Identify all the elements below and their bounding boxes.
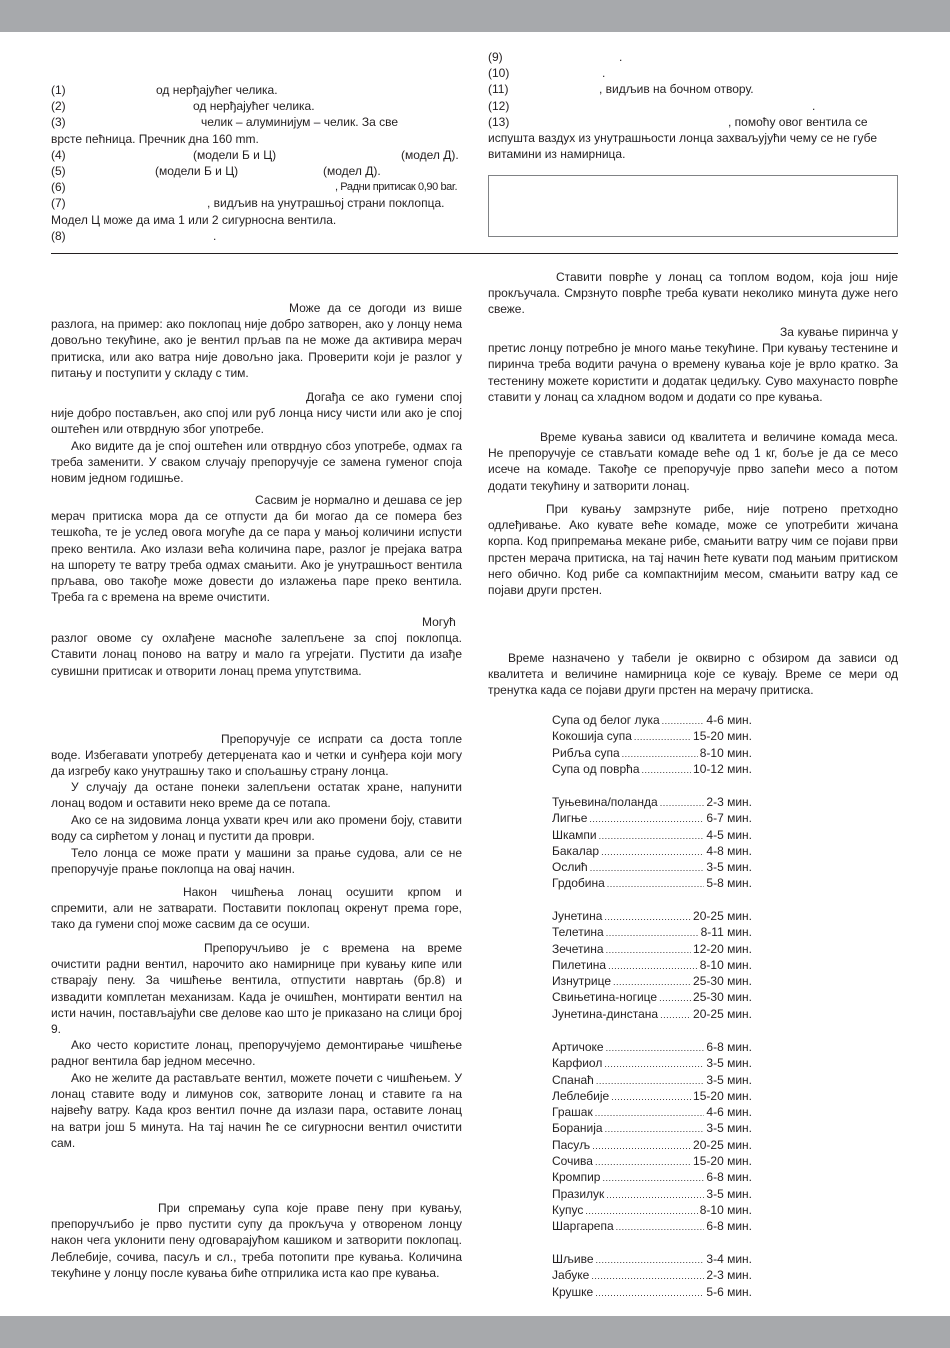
paragraph-text: Ако видите да је спој оштећен или отврднуо сбоз употребе, одмах га треба заменити. У сваком случају препоручује се замена гуменог споја новим једном годишње. <box>51 439 462 486</box>
paragraph-text: Тело лонца се може прати у машини за прање судова, али се не препоручује прање поклопца на овај начин. <box>51 846 462 877</box>
dot-leader <box>662 713 705 729</box>
dot-leader <box>613 974 691 990</box>
text-paragraph <box>51 845 462 877</box>
times-row <box>552 1153 752 1169</box>
parts-list-left <box>51 82 462 244</box>
cooking-time: 3-5 мин. <box>706 860 752 875</box>
cooking-time: 10-12 мин. <box>693 761 752 776</box>
cooking-time: 5-6 мин. <box>706 1284 752 1299</box>
part-text: . <box>619 50 623 64</box>
parts-list-right <box>488 49 898 162</box>
part-number: (10) <box>488 66 510 81</box>
cooking-time: 20-25 мин. <box>693 909 752 923</box>
part-number: (3) <box>51 115 66 130</box>
cooking-time: 3-5 мин. <box>706 1072 752 1087</box>
food-name: Ослић <box>552 860 588 875</box>
text-paragraph <box>51 300 462 381</box>
food-name: Празилук <box>552 1186 605 1201</box>
food-name: Туњевина/поланда <box>552 795 658 809</box>
dot-leader <box>606 1187 704 1203</box>
food-name: Свињетина-ногице <box>552 990 658 1005</box>
text-paragraph <box>51 731 462 780</box>
part-number: (5) <box>51 163 66 178</box>
dot-leader <box>596 1073 705 1089</box>
food-name: Јабуке <box>552 1268 590 1283</box>
paragraph-text: При кувању замрзнуте рибе, није потрено претходно одлеђивање. Ако кувате веће комаде, може се употребити жичана корпа. Код припремања мекане рибе, смањити ватру чим се појави први прстен мерача притиска, на тај начин ћете кувати под мањим притиском него обично. Код рибе са компактнијим месом, смањити ватру кад се појави други прстен. <box>488 502 898 598</box>
food-name: Купус <box>552 1202 584 1217</box>
cooking-time: 4-6 мин. <box>706 1105 752 1120</box>
times-row <box>552 1186 752 1202</box>
cooking-time: 4-6 мин. <box>706 713 752 727</box>
dot-leader <box>634 729 691 745</box>
dot-leader <box>605 1121 705 1137</box>
paragraph-text: Препоручљиво је с времена на време очистити радни вентил, нарочито ако намирнице при кувању кипе или стварају пену. За чишћење вентила, отпустити навртањ (бр.8) и извадити комплетан механизам. Када је очишћен, монтирати вентил на исти начин, постављајући све делове као што је приказано на слици број 9. <box>51 941 462 1037</box>
part-number: (2) <box>51 99 66 114</box>
dot-leader <box>591 1268 704 1284</box>
part-line <box>51 195 462 211</box>
part-number: (4) <box>51 147 66 162</box>
cooking-time: 6-8 мин. <box>706 1040 752 1054</box>
times-row <box>552 827 752 843</box>
paragraph-text: При спремању супа које праве пену при кувању, препоручљибо је прво пустити супу да прокључа у отвореном лонцу након чега уклонити пену одговарајућом кашиком и затворити поклопац. Леблебије, сочива, пасуљ и сл., треба потопити пре кувања. Количина текућине у лонцу после кувања биће отприлика иста као пре кувања. <box>51 1201 462 1280</box>
dot-leader <box>642 762 692 778</box>
cooking-time: 3-5 мин. <box>706 1056 752 1071</box>
text-paragraph <box>488 429 898 494</box>
text-paragraph <box>51 779 462 811</box>
dot-leader <box>660 795 705 811</box>
cooking-time: 25-30 мин. <box>693 974 752 989</box>
times-row <box>552 810 752 826</box>
food-name: Боранија <box>552 1121 603 1136</box>
times-row <box>552 1218 752 1234</box>
cooking-time: 8-11 мин. <box>700 925 752 940</box>
food-name: Зечетина <box>552 941 604 956</box>
cooking-time: 4-8 мин. <box>706 843 752 858</box>
bottom-band <box>0 1316 950 1348</box>
dot-leader <box>606 925 699 941</box>
paragraph-text: Могућ разлог овоме су охлађене масноће залепљене за спој поклопца. Ставити лонац поново на ватру и мало га угрејати. Пустити да изађе сувишни притисак и отворити лонац према упутствима. <box>51 615 462 678</box>
part-text: врсте пећница. Пречник дна 160 mm. <box>51 131 259 146</box>
dot-leader <box>596 1252 705 1268</box>
dot-leader <box>595 1154 691 1170</box>
dot-leader <box>599 828 705 844</box>
food-name: Артичоке <box>552 1040 604 1054</box>
paragraph-text: Након чишћења лонац осушити крпом и спремити, али не затварати. Поставити поклопац окренут према горе, тако да гумени спој може сасвим да се осуши. <box>51 885 462 932</box>
food-name: Крушке <box>552 1284 594 1299</box>
dot-leader <box>604 1056 704 1072</box>
dot-leader <box>611 1089 691 1105</box>
text-paragraph <box>488 269 898 318</box>
times-row <box>552 924 752 940</box>
text-paragraph <box>488 650 898 699</box>
part-line <box>51 147 462 163</box>
text-paragraph <box>51 438 462 487</box>
text-paragraph <box>51 389 462 438</box>
part-line <box>488 49 898 65</box>
times-row <box>552 1169 752 1185</box>
times-row <box>552 908 752 924</box>
cooking-time: 20-25 мин. <box>693 1006 752 1021</box>
paragraph-text: Сасвим је нормално и дешава се јер мерач притиска мора да се отпусти да би могао да се помера без тешкоћа, те је услед овога могуће да се пара у мањој количини испусти преко вентила. Ако излази већа количина паре, разлог је прејака ватра на шпорету те ватру треба одмах смањити. Ако је унутрашњост вентила прљава, ово такође може довести до излажења паре преко вентила. Треба га с времена на време очистити. <box>51 493 462 605</box>
paragraph-text: За кување пиринча у претис лонцу потребно је много мање текућине. При кувању тестенине и пиринча треба водити рачуна о времену кувања које је врло кратко. За тестенину можете користити и додатак цедиљку. Суво махунасто поврће ставити у лонац са хладном водом и додати со пре кувања. <box>488 325 898 404</box>
food-name: Шљиве <box>552 1252 594 1266</box>
times-row <box>552 859 752 875</box>
times-group <box>552 712 752 777</box>
times-row <box>552 875 752 891</box>
food-name: Кромпир <box>552 1170 601 1185</box>
times-row <box>552 794 752 810</box>
part-text: челик – алуминијум – челик. За све <box>201 115 399 130</box>
cooking-time: 2-3 мин. <box>706 1268 752 1283</box>
cooking-time: 8-10 мин. <box>699 957 752 972</box>
times-row <box>552 761 752 777</box>
food-name: Лигње <box>552 811 588 826</box>
dot-leader <box>590 860 705 876</box>
text-paragraph <box>51 1070 462 1151</box>
food-name: Грашак <box>552 1105 593 1120</box>
times-row <box>552 1202 752 1218</box>
dot-leader <box>616 1219 705 1235</box>
part-text: , видљив на бочном отвору. <box>599 82 754 97</box>
top-band <box>0 0 950 32</box>
food-name: Спанаћ <box>552 1072 594 1087</box>
part-text: витамини из намирница. <box>488 147 626 162</box>
times-row <box>552 1072 752 1088</box>
part-line <box>51 131 462 147</box>
paragraph-text: Може да се догоди из више разлога, на пример: ако поклопац није добро затворен, ако у лонцу нема довољно текућине, ако је вентил прљав па не може да активира мерач притиска, или ако ватра није довољно јака. Проверити који је разлог у питању и поступити у складу с тим. <box>51 301 462 380</box>
paragraph-text: Догађа се ако гумени спој није добро постављен, ако спој или руб лонца нису чисти или ако је спој оштећен или отврдную због употребе. <box>51 390 462 437</box>
cooking-time: 3-4 мин. <box>706 1252 752 1266</box>
part-line <box>51 98 462 114</box>
cooking-time: 25-30 мин. <box>693 990 752 1005</box>
food-name: Кокошија супа <box>552 729 632 744</box>
times-row <box>552 1120 752 1136</box>
dot-leader <box>595 1105 705 1121</box>
cooking-time: 2-3 мин. <box>706 795 752 809</box>
times-row <box>552 941 752 957</box>
cooking-time: 5-8 мин. <box>706 876 752 891</box>
cooking-time: 20-25 мин. <box>693 1137 752 1152</box>
times-row <box>552 1137 752 1153</box>
text-paragraph <box>51 1037 462 1069</box>
dot-leader <box>592 1138 691 1154</box>
food-name: Пилетина <box>552 957 607 972</box>
part-number: (13) <box>488 114 510 129</box>
times-row <box>552 1039 752 1055</box>
paragraph-text: Препоручује се испрати са доста топле воде. Избегавати употребу детерџената као и четки и сунђера који могу да изгребу како унутрашњу тако и спољашњу страну лонца. <box>51 732 462 779</box>
times-group <box>552 1251 752 1300</box>
part-line <box>488 130 898 146</box>
times-row <box>552 745 752 761</box>
times-row <box>552 957 752 973</box>
food-name: Пасуљ <box>552 1137 591 1152</box>
times-row <box>552 1055 752 1071</box>
times-row <box>552 1104 752 1120</box>
part-number: (9) <box>488 50 503 64</box>
paragraph-text: Време кувања зависи од квалитета и величине комада меса. Не препоручује се стављати комаде веће од 1 кг, боље је да се месо исече на комаде. Такође се препоручује прво запећи месо а потом додати текућину и затворити лонац. <box>488 430 898 493</box>
dot-leader <box>595 1285 704 1301</box>
text-paragraph <box>488 501 898 598</box>
food-name: Леблебије <box>552 1088 610 1103</box>
cooking-time: 15-20 мин. <box>693 729 752 744</box>
part-number: (8) <box>51 228 66 243</box>
part-line <box>488 98 898 114</box>
part-line <box>488 81 898 97</box>
cooking-time: 4-5 мин. <box>706 827 752 842</box>
part-text: (модел Д). <box>323 163 381 178</box>
text-paragraph <box>51 812 462 844</box>
food-name: Јунетина <box>552 909 603 923</box>
text-paragraph <box>51 614 462 679</box>
part-line <box>51 82 462 98</box>
times-row <box>552 989 752 1005</box>
food-name: Бакалар <box>552 843 600 858</box>
times-row <box>552 1006 752 1022</box>
text-paragraph <box>51 1200 462 1281</box>
dot-leader <box>622 746 698 762</box>
part-line <box>51 179 462 195</box>
times-group <box>552 1039 752 1235</box>
cooking-time: 15-20 мин. <box>693 1088 752 1103</box>
part-number: (1) <box>51 83 66 97</box>
paragraph-text: Време назначено у табели је оквирно с обзиром да зависи од квалитета и величине намирница које се кувају. Време се мери од тренутка када се појави други прстен на мерачу притиска. <box>488 651 898 698</box>
paragraph-text: Ако се на зидовима лонца ухвати креч или ако промени боју, ставити воду са сирћетом у лонац и пустити да проври. <box>51 813 462 844</box>
part-text: испушта ваздух из унутрашњости лонца захваљујући чему се не губе <box>488 130 878 145</box>
food-name: Телетина <box>552 925 604 940</box>
part-text: Модел Ц може да има 1 или 2 сигурносна вентила. <box>51 212 337 227</box>
times-row <box>552 1267 752 1283</box>
times-row <box>552 1251 752 1267</box>
paragraph-text: У случају да остане понеки залепљени остатак хране, напунити лонац водом и оставити неко време да се потапа. <box>51 780 462 811</box>
part-text: (модели Б и Ц) <box>193 147 277 162</box>
text-paragraph <box>488 324 898 405</box>
food-name: Грдобина <box>552 876 605 891</box>
dot-leader <box>608 958 698 974</box>
part-line <box>51 212 462 228</box>
times-row <box>552 1284 752 1300</box>
cooking-time: 8-10 мин. <box>699 745 752 760</box>
text-paragraph <box>51 492 462 605</box>
cooking-time: 15-20 мин. <box>693 1154 752 1169</box>
times-row <box>552 712 752 728</box>
dot-leader <box>589 811 704 827</box>
cooking-time: 3-5 мин. <box>706 1186 752 1201</box>
dot-leader <box>660 1007 691 1023</box>
part-line <box>51 114 462 130</box>
cooking-time: 3-5 мин. <box>706 1121 752 1136</box>
part-text: (модел Д). <box>401 147 459 162</box>
times-row <box>552 1088 752 1104</box>
food-name: Јунетина-динстана <box>552 1006 659 1021</box>
dot-leader <box>659 990 691 1006</box>
part-text: , помоћу овог вентила се <box>728 114 868 129</box>
times-row <box>552 973 752 989</box>
part-number: (6) <box>51 180 66 195</box>
note-box <box>488 175 898 237</box>
food-name: Шкампи <box>552 827 597 842</box>
part-text: . <box>812 98 816 113</box>
times-row <box>552 728 752 744</box>
part-text: , Радни притисак 0,90 bar. <box>335 181 458 194</box>
part-text: од нерђајућег челика. <box>156 83 278 97</box>
dot-leader <box>601 844 704 860</box>
food-name: Супа од белог лука <box>552 713 660 727</box>
cooking-time: 8-10 мин. <box>699 1202 752 1217</box>
dot-leader <box>604 909 691 925</box>
part-number: (11) <box>488 82 509 97</box>
cooking-time: 12-20 мин. <box>693 941 752 956</box>
times-group <box>552 908 752 1022</box>
part-text: . <box>602 66 606 81</box>
text-paragraph <box>51 940 462 1037</box>
food-name: Карфиол <box>552 1056 603 1071</box>
food-name: Сочива <box>552 1154 593 1169</box>
paragraph-text: Ако не желите да растављате вентил, можете почети с чишћењем. У лонац ставите воду и лимунов сок, затворите лонац и ставите га на највећу ватру. Када кроз вентил почне да излази пара, оставите лонац на ватри још 5 минута. На тај начин ће се сигурносни вентил очистити сам. <box>51 1071 462 1150</box>
times-group <box>552 794 752 892</box>
food-name: Шаргарепа <box>552 1219 614 1234</box>
part-text: од нерђајућег челика. <box>193 99 315 114</box>
paragraph-text: Ставити поврће у лонац са топлом водом, која још није прокључала. Смрзнуто поврће треба кувати неколико минута дуже него свеже. <box>488 270 898 317</box>
part-line <box>488 146 898 162</box>
food-name: Изнутрице <box>552 974 612 989</box>
dot-leader <box>585 1203 697 1219</box>
part-text: (модели Б и Ц) <box>155 163 239 178</box>
part-line <box>488 114 898 130</box>
text-paragraph <box>51 884 462 933</box>
cooking-time: 6-7 мин. <box>706 811 752 826</box>
times-row <box>552 843 752 859</box>
part-number: (7) <box>51 196 66 211</box>
paragraph-text: Ако често користите лонац, препоручујемо демонтирање чишћење радног вентила бар једном месечно. <box>51 1038 462 1069</box>
cooking-time: 6-8 мин. <box>706 1170 752 1185</box>
dot-leader <box>606 942 691 958</box>
part-text: , видљив на унутрашњој страни поклопца. <box>207 196 445 211</box>
cooking-time: 6-8 мин. <box>706 1219 752 1234</box>
part-line <box>51 163 462 179</box>
dot-leader <box>606 1040 705 1056</box>
part-text: . <box>213 228 217 243</box>
food-name: Рибља супа <box>552 745 620 760</box>
dot-leader <box>607 876 705 892</box>
dot-leader <box>602 1170 704 1186</box>
section-divider <box>51 253 898 254</box>
food-name: Супа од поврћа <box>552 761 640 776</box>
part-number: (12) <box>488 98 510 113</box>
part-line <box>51 228 462 244</box>
part-line <box>488 65 898 81</box>
